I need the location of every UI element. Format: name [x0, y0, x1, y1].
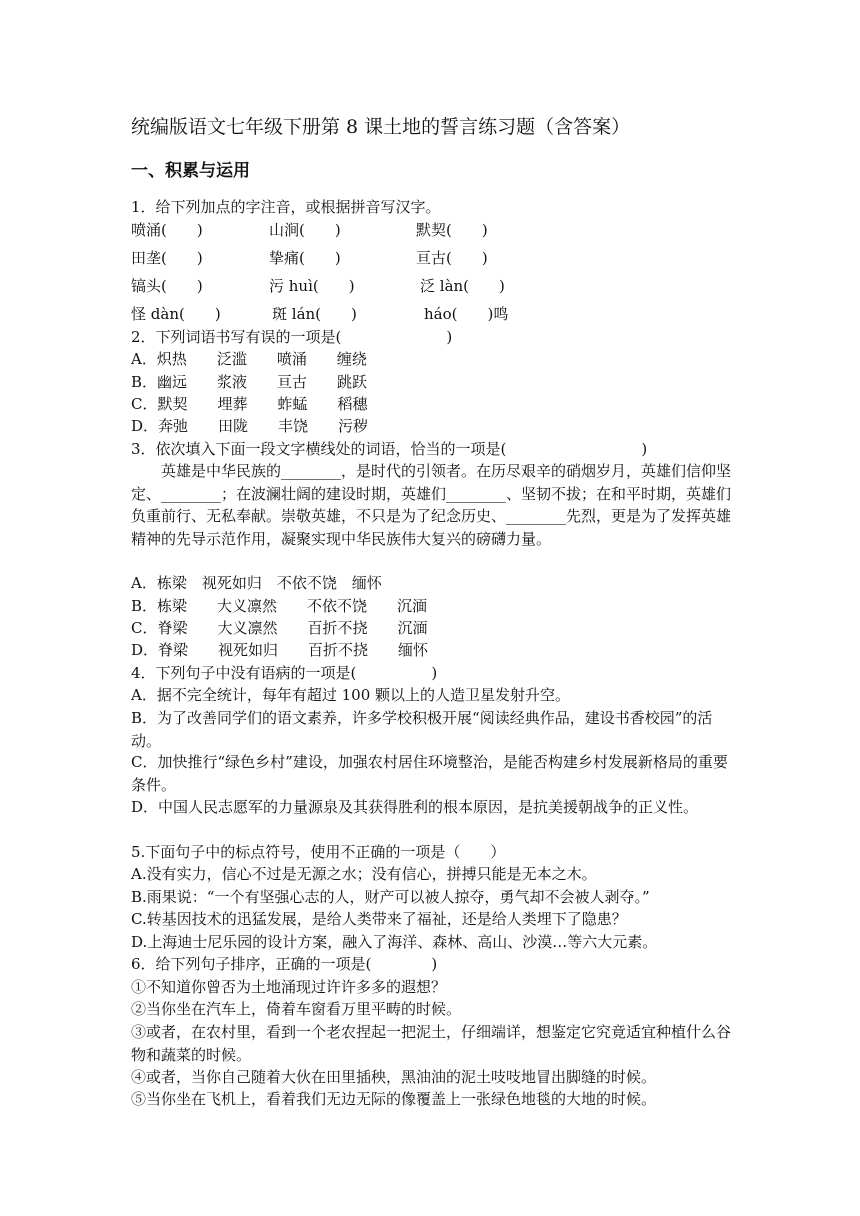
q1-item: 喷涌( ) — [131, 221, 203, 239]
question-5-option: C.转基因技术的迅猛发展，是给人类带来了福祉，还是给人类埋下了隐患？ — [131, 910, 627, 928]
question-5-option: B.雨果说：“一个有坚强心志的人，财产可以被人掠夺，勇气却不会被人剥夺。” — [131, 888, 650, 906]
question-4-option: C．加快推行“绿色乡村”建设，加强农村居住环境整治，是能否构建乡村发展新格局的重要条件。 — [131, 753, 728, 794]
q1-item: 镐头( ) — [131, 277, 203, 295]
question-2-option: D．奔弛 田陇 丰饶 污秽 — [131, 417, 369, 435]
question-6-item: ②当你坐在汽车上，倚着车窗看万里平畴的时候。 — [131, 1000, 462, 1018]
question-2-option: A．炽热 泛滥 喷涌 缠绕 — [131, 350, 367, 368]
q1-item: háo( )鸣 — [424, 305, 509, 323]
question-3-option: A．栋梁 视死如归 不依不饶 缅怀 — [131, 574, 382, 592]
question-2-option: B．幽远 浆液 亘古 跳跃 — [131, 373, 368, 391]
question-3-passage: 英雄是中华民族的________，是时代的引领者。在历尽艰辛的硝烟岁月，英雄们信仰坚定、________；在波澜壮阔的建设时期，英雄们________、坚韧不拔；在和平时期，英雄们负重前行、无私奉献。崇敬英雄，不只是为了纪念历史、________先烈，更是为了发挥英雄精神的先导示范作用，凝聚实现中华民族伟大复兴的磅礴力量。 — [131, 462, 732, 548]
question-4-option: A．据不完全统计，每年有超过 100 颗以上的人造卫星发射升空。 — [131, 686, 571, 704]
question-6-item: ⑤当你坐在飞机上，看着我们无边无际的像覆盖上一张绿色地毯的大地的时候。 — [131, 1090, 657, 1108]
question-6-item: ③或者，在农村里，看到一个老农捏起一把泥土，仔细端详，想鉴定它究竟适宜种植什么谷物和蔬菜的时候。 — [131, 1023, 732, 1064]
question-2-option: C．默契 埋葬 蚱蜢 稻穗 — [131, 395, 368, 413]
question-4-stem: 4．下列句子中没有语病的一项是( ) — [131, 664, 438, 682]
question-4-option: B．为了改善同学们的语文素养，许多学校积极开展“阅读经典作品，建设书香校园”的活动。 — [131, 709, 713, 750]
q1-item: 污 huì( ) — [269, 277, 355, 295]
question-3-option: D．脊梁 视死如归 百折不挠 缅怀 — [131, 641, 429, 659]
question-4-option: D．中国人民志愿军的力量源泉及其获得胜利的根本原因，是抗美援朝战争的正义性。 — [131, 798, 699, 816]
question-3-option: C．脊梁 大义凛然 百折不挠 沉湎 — [131, 619, 428, 637]
question-2-stem: 2．下列词语书写有误的一项是( ) — [131, 328, 453, 346]
q1-item: 默契( ) — [416, 221, 488, 239]
question-6-item: ④或者，当你自己随着大伙在田里插秧，黑油油的泥土吱吱地冒出脚缝的时候。 — [131, 1068, 657, 1086]
q1-item: 泛 làn( ) — [420, 277, 505, 295]
question-5-stem: 5.下面句子中的标点符号，使用不正确的一项是（ ） — [131, 843, 506, 861]
question-1-stem: 1．给下列加点的字注音，或根据拼音写汉字。 — [131, 198, 441, 216]
question-6-stem: 6．给下列句子排序，正确的一项是( ) — [131, 955, 438, 973]
section-heading: 一、积累与运用 — [131, 161, 250, 181]
question-5-option: D.上海迪士尼乐园的设计方案，融入了海洋、森林、高山、沙漠…等六大元素。 — [131, 933, 658, 951]
q1-item: 山涧( ) — [269, 221, 341, 239]
q1-item: 亘古( ) — [416, 249, 488, 267]
q1-item: 斑 lán( ) — [272, 305, 357, 323]
question-3-stem: 3．依次填入下面一段文字横线处的词语，恰当的一项是( ) — [131, 440, 648, 458]
q1-item: 田垄( ) — [131, 249, 203, 267]
question-5-option: A.没有实力，信心不过是无源之水；没有信心，拼搏只能是无本之木。 — [131, 865, 597, 883]
page-title: 统编版语文七年级下册第 8 课土地的誓言练习题（含答案） — [131, 116, 631, 138]
q1-item: 怪 dàn( ) — [131, 305, 221, 323]
question-3-option: B．栋梁 大义凛然 不依不饶 沉湎 — [131, 597, 428, 615]
q1-item: 挚痛( ) — [269, 249, 341, 267]
question-6-item: ①不知道你曾否为土地涌现过许许多多的遐想？ — [131, 978, 447, 996]
